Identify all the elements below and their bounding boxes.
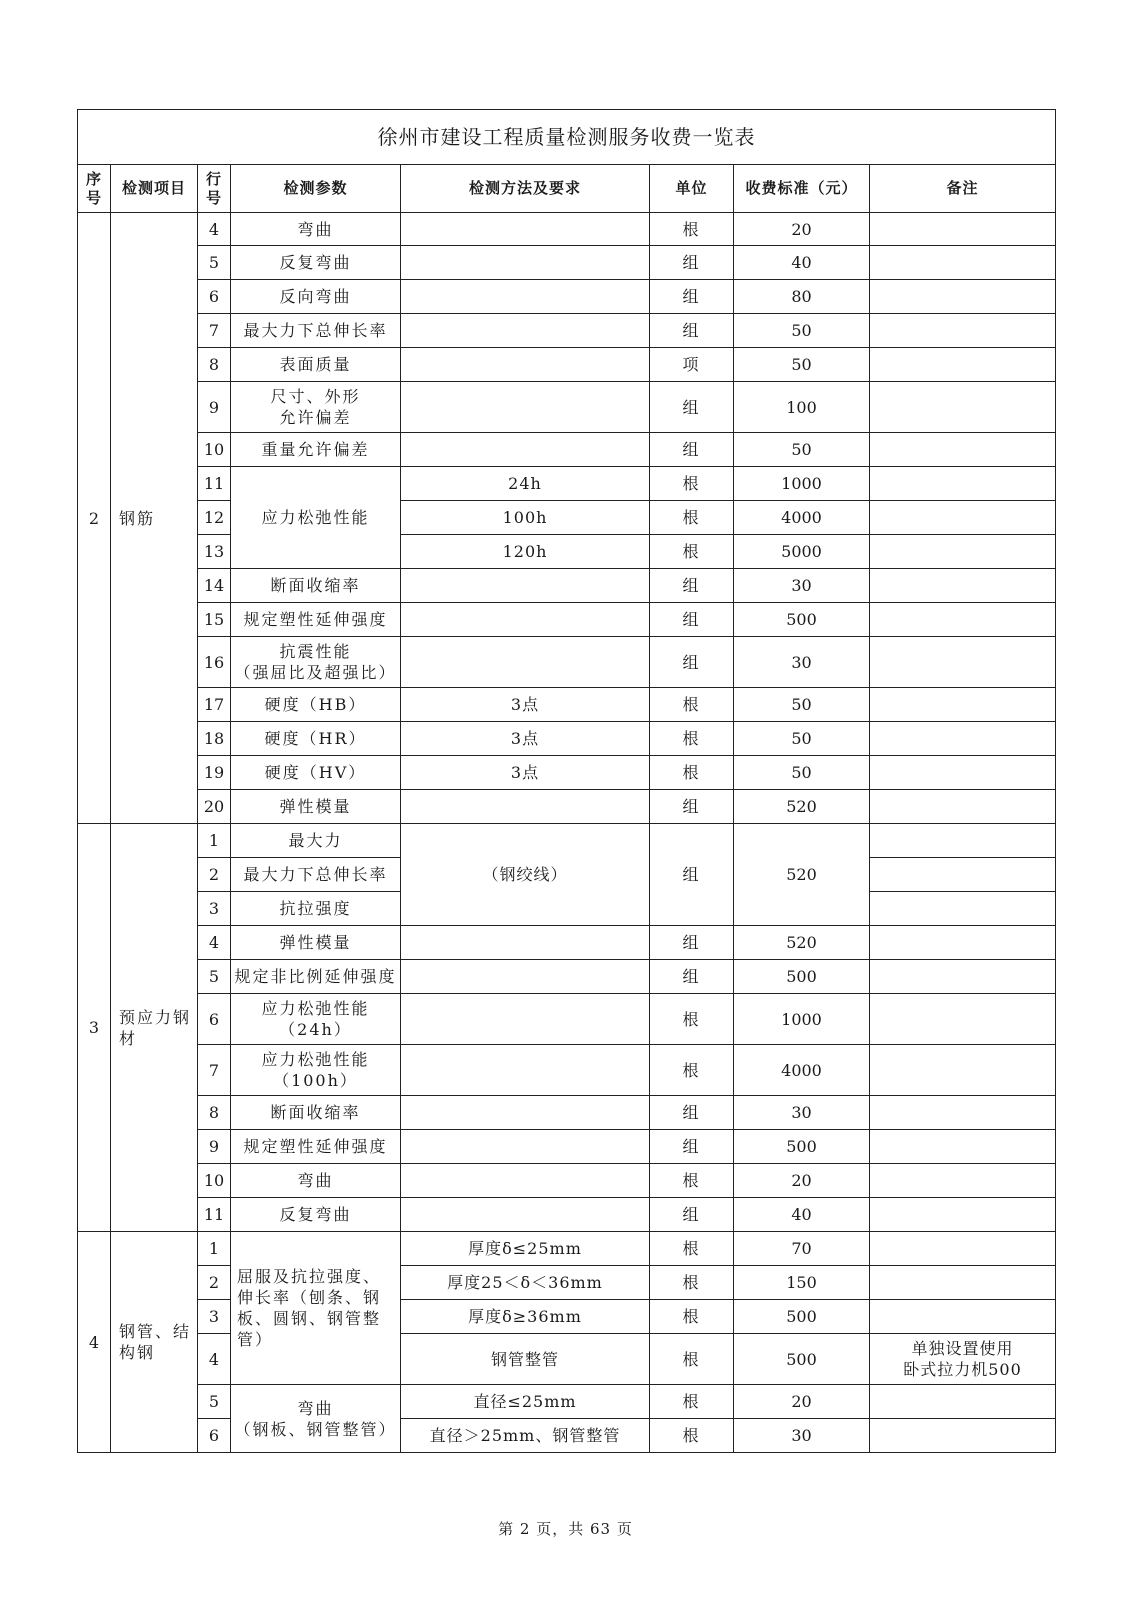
header-param: 检测参数: [231, 165, 401, 213]
cell-unit: 组: [650, 1130, 734, 1164]
cell-note: [870, 348, 1056, 382]
cell-method: 直径≤25mm: [401, 1385, 650, 1419]
table-row: [78, 1045, 1056, 1096]
cell-method: 钢管整管: [401, 1334, 650, 1385]
table-row: [78, 926, 1056, 960]
fee-table: [77, 109, 1056, 1453]
group-seq: 4: [78, 1232, 111, 1453]
cell-note: [870, 790, 1056, 824]
cell-fee: 50: [734, 433, 870, 467]
row-no: 18: [198, 722, 231, 756]
table-row: [78, 1300, 1056, 1334]
header-method: 检测方法及要求: [401, 165, 650, 213]
table-row: [78, 213, 1056, 246]
row-no: 3: [198, 1300, 231, 1334]
table-row: [78, 569, 1056, 603]
row-no: 10: [198, 1164, 231, 1198]
row-no: 16: [198, 637, 231, 688]
cell-fee: 30: [734, 1096, 870, 1130]
cell-fee: 30: [734, 1419, 870, 1453]
cell-fee: 520: [734, 790, 870, 824]
cell-method: [401, 280, 650, 314]
cell-unit: 根: [650, 1334, 734, 1385]
cell-method: [401, 348, 650, 382]
cell-note: [870, 1045, 1056, 1096]
cell-unit: 根: [650, 1232, 734, 1266]
group-seq: 2: [78, 213, 111, 824]
group-item: 预应力钢 材: [111, 824, 198, 1232]
row-no: 11: [198, 467, 231, 501]
cell-unit: 组: [650, 314, 734, 348]
cell-unit: 组: [650, 960, 734, 994]
table-row: [78, 688, 1056, 722]
cell-note: [870, 569, 1056, 603]
cell-param: 最大力下总伸长率: [231, 858, 401, 892]
row-no: 5: [198, 246, 231, 280]
cell-fee: 40: [734, 246, 870, 280]
header-seq: 序 号: [78, 165, 111, 213]
cell-method: [401, 1045, 650, 1096]
row-no: 7: [198, 314, 231, 348]
cell-note: [870, 1232, 1056, 1266]
cell-unit: 根: [650, 213, 734, 246]
cell-param: 重量允许偏差: [231, 433, 401, 467]
cell-unit: 根: [650, 756, 734, 790]
group-seq: 3: [78, 824, 111, 1232]
cell-method: 厚度25＜δ＜36mm: [401, 1266, 650, 1300]
cell-fee: 5000: [734, 535, 870, 569]
cell-fee: 500: [734, 1130, 870, 1164]
cell-method: [401, 433, 650, 467]
cell-param: 弹性模量: [231, 790, 401, 824]
cell-unit: 组: [650, 280, 734, 314]
cell-note: [870, 756, 1056, 790]
cell-note: [870, 994, 1056, 1045]
cell-note: [870, 467, 1056, 501]
cell-param: 反复弯曲: [231, 246, 401, 280]
table-row: [78, 1130, 1056, 1164]
cell-unit: 组: [650, 790, 734, 824]
cell-unit: 根: [650, 1385, 734, 1419]
table-row: [78, 960, 1056, 994]
table-row: [78, 637, 1056, 688]
cell-method: 100h: [401, 501, 650, 535]
cell-method: [401, 637, 650, 688]
cell-method: [401, 246, 650, 280]
header-row: [78, 165, 1056, 213]
row-no: 2: [198, 1266, 231, 1300]
cell-unit: 组: [650, 382, 734, 433]
cell-method: 厚度δ≥36mm: [401, 1300, 650, 1334]
cell-unit: 组: [650, 433, 734, 467]
cell-note: [870, 960, 1056, 994]
cell-fee: 500: [734, 1300, 870, 1334]
cell-note: [870, 501, 1056, 535]
table-row: [78, 280, 1056, 314]
cell-unit: 组: [650, 1198, 734, 1232]
cell-param: 规定塑性延伸强度: [231, 1130, 401, 1164]
row-no: 4: [198, 1334, 231, 1385]
cell-param: 应力松弛性能 （100h）: [231, 1045, 401, 1096]
row-no: 6: [198, 1419, 231, 1453]
cell-param: 应力松弛性能 （24h）: [231, 994, 401, 1045]
cell-param: 断面收缩率: [231, 569, 401, 603]
cell-fee: 70: [734, 1232, 870, 1266]
table-title: 徐州市建设工程质量检测服务收费一览表: [78, 110, 1056, 165]
cell-param: 硬度（HV）: [231, 756, 401, 790]
cell-fee: 50: [734, 722, 870, 756]
cell-method: 3点: [401, 688, 650, 722]
cell-note: [870, 603, 1056, 637]
cell-unit: 根: [650, 467, 734, 501]
cell-note: [870, 1096, 1056, 1130]
row-no: 4: [198, 926, 231, 960]
cell-note: [870, 433, 1056, 467]
cell-fee: 4000: [734, 501, 870, 535]
cell-param: 屈服及抗拉强度、伸长率（刨条、钢板、圆钢、钢管整管）: [231, 1232, 401, 1385]
cell-note: [870, 1164, 1056, 1198]
table-row: [78, 722, 1056, 756]
row-no: 10: [198, 433, 231, 467]
page-footer: 第 2 页，共 63 页: [498, 1520, 633, 1538]
cell-unit: 组: [650, 824, 734, 926]
row-no: 12: [198, 501, 231, 535]
table-row: [78, 246, 1056, 280]
cell-fee: 30: [734, 569, 870, 603]
table-row: [78, 535, 1056, 569]
table-row: [78, 1096, 1056, 1130]
cell-unit: 根: [650, 1419, 734, 1453]
cell-param: 规定塑性延伸强度: [231, 603, 401, 637]
cell-method: [401, 1096, 650, 1130]
cell-param: 弯曲: [231, 213, 401, 246]
row-no: 9: [198, 1130, 231, 1164]
cell-param: 尺寸、外形 允许偏差: [231, 382, 401, 433]
row-no: 2: [198, 858, 231, 892]
header-note: 备注: [870, 165, 1056, 213]
cell-unit: 根: [650, 1045, 734, 1096]
table-row: [78, 1419, 1056, 1453]
cell-unit: 组: [650, 926, 734, 960]
cell-unit: 根: [650, 535, 734, 569]
cell-fee: 1000: [734, 467, 870, 501]
header-unit: 单位: [650, 165, 734, 213]
table-row: [78, 1334, 1056, 1385]
table-row: [78, 1232, 1056, 1266]
cell-unit: 根: [650, 1164, 734, 1198]
cell-param: 表面质量: [231, 348, 401, 382]
cell-fee: 150: [734, 1266, 870, 1300]
header-item: 检测项目: [111, 165, 198, 213]
cell-fee: 50: [734, 348, 870, 382]
cell-param: 抗拉强度: [231, 892, 401, 926]
row-no: 1: [198, 1232, 231, 1266]
row-no: 6: [198, 994, 231, 1045]
cell-note: [870, 213, 1056, 246]
cell-note: [870, 1266, 1056, 1300]
cell-note: [870, 1300, 1056, 1334]
row-no: 8: [198, 1096, 231, 1130]
cell-method: [401, 1164, 650, 1198]
row-no: 1: [198, 824, 231, 858]
cell-unit: 组: [650, 1096, 734, 1130]
cell-method: 3点: [401, 756, 650, 790]
cell-param: 弯曲: [231, 1164, 401, 1198]
cell-note: [870, 637, 1056, 688]
cell-note: [870, 1419, 1056, 1453]
cell-note: [870, 926, 1056, 960]
cell-unit: 根: [650, 1300, 734, 1334]
cell-note: 单独设置使用 卧式拉力机500: [870, 1334, 1056, 1385]
cell-unit: 组: [650, 637, 734, 688]
cell-fee: 4000: [734, 1045, 870, 1096]
cell-fee: 500: [734, 960, 870, 994]
header-fee: 收费标准（元）: [734, 165, 870, 213]
table-row: [78, 1164, 1056, 1198]
cell-fee: 50: [734, 688, 870, 722]
cell-param: 反复弯曲: [231, 1198, 401, 1232]
cell-unit: 项: [650, 348, 734, 382]
cell-note: [870, 824, 1056, 858]
table-row: [78, 603, 1056, 637]
cell-fee: 500: [734, 1334, 870, 1385]
cell-unit: 根: [650, 1266, 734, 1300]
cell-method: [401, 994, 650, 1045]
cell-note: [870, 246, 1056, 280]
cell-method: 3点: [401, 722, 650, 756]
table-row: [78, 824, 1056, 858]
table-row: [78, 1266, 1056, 1300]
row-no: 15: [198, 603, 231, 637]
table-row: [78, 382, 1056, 433]
table-row: [78, 314, 1056, 348]
cell-note: [870, 688, 1056, 722]
cell-fee: 500: [734, 603, 870, 637]
cell-param: 硬度（HB）: [231, 688, 401, 722]
cell-note: [870, 858, 1056, 892]
cell-method: [401, 314, 650, 348]
table-row: [78, 790, 1056, 824]
cell-note: [870, 1130, 1056, 1164]
cell-param: 反向弯曲: [231, 280, 401, 314]
cell-fee: 30: [734, 637, 870, 688]
cell-param: 断面收缩率: [231, 1096, 401, 1130]
row-no: 19: [198, 756, 231, 790]
row-no: 14: [198, 569, 231, 603]
cell-note: [870, 314, 1056, 348]
cell-param: 抗震性能 （强屈比及超强比）: [231, 637, 401, 688]
row-no: 11: [198, 1198, 231, 1232]
cell-method: [401, 926, 650, 960]
row-no: 3: [198, 892, 231, 926]
row-no: 8: [198, 348, 231, 382]
cell-note: [870, 892, 1056, 926]
cell-param: 弯曲 （钢板、钢管整管）: [231, 1385, 401, 1453]
table-row: [78, 467, 1056, 501]
cell-method: （钢绞线）: [401, 824, 650, 926]
cell-note: [870, 1198, 1056, 1232]
cell-method: [401, 569, 650, 603]
cell-unit: 根: [650, 722, 734, 756]
cell-fee: 20: [734, 1164, 870, 1198]
cell-method: [401, 603, 650, 637]
cell-method: [401, 382, 650, 433]
cell-fee: 100: [734, 382, 870, 433]
cell-fee: 20: [734, 213, 870, 246]
cell-fee: 520: [734, 824, 870, 926]
row-no: 5: [198, 960, 231, 994]
row-no: 6: [198, 280, 231, 314]
cell-note: [870, 280, 1056, 314]
table-row: [78, 994, 1056, 1045]
table-row: [78, 348, 1056, 382]
table-row: [78, 1385, 1056, 1419]
row-no: 13: [198, 535, 231, 569]
cell-fee: 1000: [734, 994, 870, 1045]
cell-method: [401, 1130, 650, 1164]
cell-method: [401, 213, 650, 246]
cell-param: 硬度（HR）: [231, 722, 401, 756]
cell-method: [401, 1198, 650, 1232]
cell-method: [401, 960, 650, 994]
cell-method: 24h: [401, 467, 650, 501]
row-no: 20: [198, 790, 231, 824]
cell-param: 应力松弛性能: [231, 467, 401, 569]
cell-method: 直径＞25mm、钢管整管: [401, 1419, 650, 1453]
cell-note: [870, 535, 1056, 569]
table-row: [78, 433, 1056, 467]
cell-fee: 20: [734, 1385, 870, 1419]
cell-fee: 50: [734, 756, 870, 790]
cell-method: 厚度δ≤25mm: [401, 1232, 650, 1266]
row-no: 17: [198, 688, 231, 722]
table-row: [78, 1198, 1056, 1232]
table-row: [78, 501, 1056, 535]
cell-param: 规定非比例延伸强度: [231, 960, 401, 994]
group-item: 钢筋: [111, 213, 198, 824]
cell-fee: 50: [734, 314, 870, 348]
row-no: 7: [198, 1045, 231, 1096]
row-no: 4: [198, 213, 231, 246]
cell-method: [401, 790, 650, 824]
cell-fee: 40: [734, 1198, 870, 1232]
cell-param: 弹性模量: [231, 926, 401, 960]
row-no: 5: [198, 1385, 231, 1419]
cell-unit: 组: [650, 603, 734, 637]
cell-note: [870, 382, 1056, 433]
group-item: 钢管、结 构钢: [111, 1232, 198, 1453]
cell-fee: 520: [734, 926, 870, 960]
cell-note: [870, 722, 1056, 756]
cell-unit: 根: [650, 688, 734, 722]
cell-unit: 组: [650, 569, 734, 603]
table-row: [78, 756, 1056, 790]
cell-param: 最大力下总伸长率: [231, 314, 401, 348]
cell-method: 120h: [401, 535, 650, 569]
cell-unit: 组: [650, 246, 734, 280]
row-no: 9: [198, 382, 231, 433]
cell-fee: 80: [734, 280, 870, 314]
cell-note: [870, 1385, 1056, 1419]
header-row-no: 行 号: [198, 165, 231, 213]
cell-unit: 根: [650, 501, 734, 535]
cell-unit: 根: [650, 994, 734, 1045]
cell-param: 最大力: [231, 824, 401, 858]
